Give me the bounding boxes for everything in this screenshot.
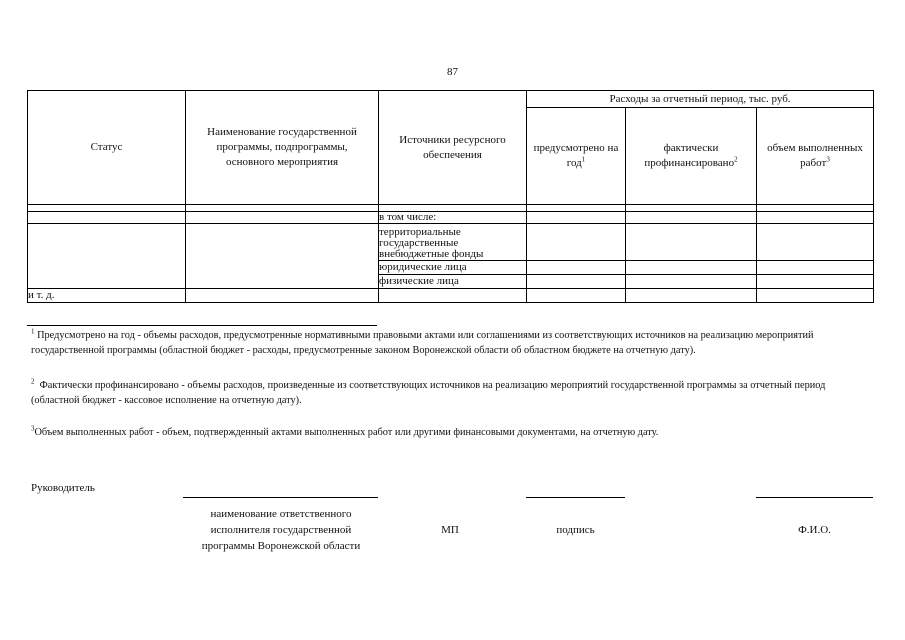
row-etc: и т. д. xyxy=(28,289,186,303)
page-number: 87 xyxy=(447,66,458,78)
row-including: в том числе: xyxy=(379,212,527,224)
table-row xyxy=(28,289,874,303)
signature-line xyxy=(526,497,625,498)
signature-caption: подпись xyxy=(556,524,595,536)
name-line xyxy=(756,497,873,498)
expenses-report-table xyxy=(27,90,874,303)
header-expenses-group: Расходы за отчетный период, тыс. руб. xyxy=(527,91,874,108)
table-row xyxy=(28,205,874,212)
name-caption: Ф.И.О. xyxy=(798,524,831,536)
header-program-name: Наименование государственной программы, подпрограммы, основного мероприятия xyxy=(186,91,379,205)
row-offbudget-funds: территориальные государственные внебюджетные фонды xyxy=(379,224,527,261)
executor-line xyxy=(183,497,378,498)
executor-caption: наименование ответственного исполнителя государственной программы Воронежской области xyxy=(201,508,361,552)
footnote-2: $^2$ Фактически профинансировано - объемы расходов, произведенные из соответствующих источников на реализацию мероприятий государственной программы за отчетный период (областной бюджет - кассовое исполнение на отчетную дату). xyxy=(31,377,826,406)
header-work-volume: объем выполненных работ$^3$ xyxy=(757,108,874,205)
footnote-divider xyxy=(27,325,377,326)
header-status: Статус xyxy=(28,91,186,205)
head-label: Руководитель xyxy=(31,482,95,494)
table-row xyxy=(28,212,874,224)
stamp-label: МП xyxy=(441,524,459,536)
header-actual-financed: фактически профинансировано$^2$ xyxy=(626,108,757,205)
row-legal-entities: юридические лица xyxy=(379,261,527,275)
footnote-3: $^3$Объем выполненных работ - объем, подтвержденный актами выполненных работ или другими финансовыми документами, на отчетную дату. xyxy=(31,424,659,438)
header-resource-sources: Источники ресурсного обеспечения xyxy=(379,91,527,205)
table-row xyxy=(28,224,874,261)
footnote-1: $^1$ Предусмотрено на год - объемы расходов, предусмотренные нормативными правовыми актами или соглашениями из соответствующих источников на реализацию мероприятий государственной программы (областной бюджет - расходы, предусмотренные законом Воронежской области об областном бюджете на отчетную дату). xyxy=(31,327,814,356)
row-individuals: физические лица xyxy=(379,275,527,289)
header-planned: предусмотрено на год$^1$ xyxy=(527,108,626,205)
